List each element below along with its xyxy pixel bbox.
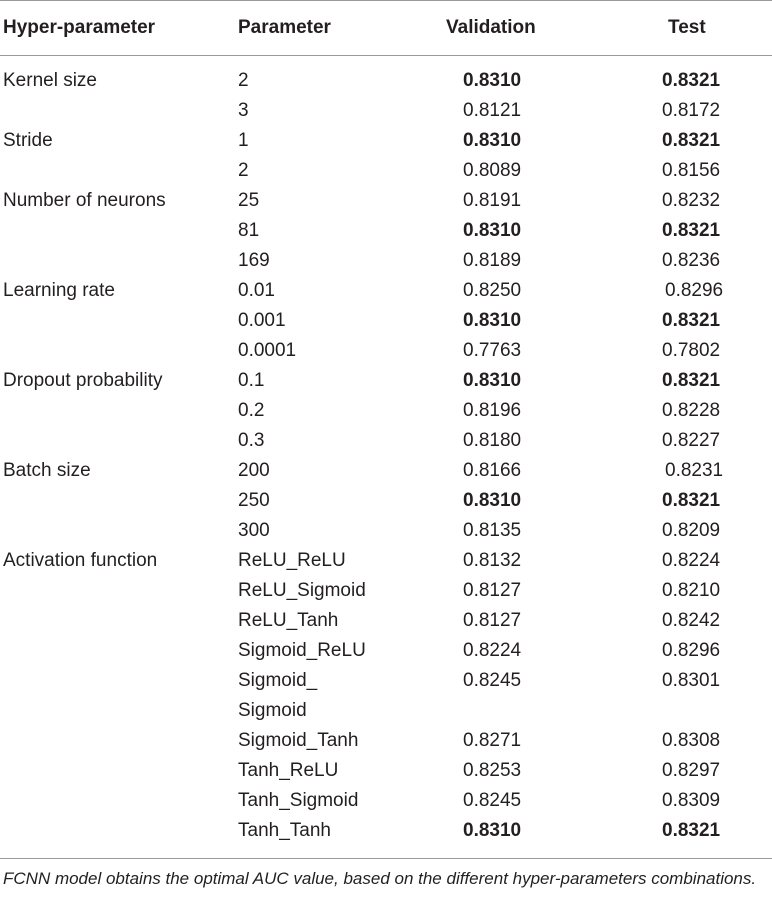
cell-validation: 0.8189 [463, 250, 522, 271]
cell-hyper-parameter [0, 726, 238, 756]
cell-test: 0.8321 [662, 130, 721, 151]
cell-hyper-parameter [0, 756, 238, 786]
cell-test: 0.8236 [662, 250, 721, 271]
cell-validation: 0.8310 [463, 220, 522, 241]
header-hyper-parameter: Hyper-parameter [3, 17, 156, 38]
cell-parameter: 3 [238, 100, 249, 121]
table-row [0, 186, 772, 216]
cell-validation: 0.8310 [463, 310, 522, 331]
cell-test: 0.8224 [662, 550, 721, 571]
table-row [0, 666, 772, 726]
table-row [0, 636, 772, 666]
cell-parameter: Sigmoid_ReLU [238, 640, 366, 661]
cell-test: 0.8321 [662, 490, 721, 511]
cell-test: 0.8156 [662, 160, 721, 181]
table-row [0, 366, 772, 396]
table-row [0, 96, 772, 126]
cell-validation: 0.8127 [463, 580, 522, 601]
table-row [0, 246, 772, 276]
cell-validation: 0.8191 [463, 190, 522, 211]
table-row [0, 606, 772, 636]
cell-test: 0.8321 [662, 70, 721, 91]
cell-test: 0.8228 [662, 400, 721, 421]
cell-hyper-parameter [0, 216, 238, 246]
cell-hyper-parameter: Number of neurons [3, 190, 166, 211]
table-row [0, 756, 772, 786]
cell-hyper-parameter [0, 156, 238, 186]
cell-hyper-parameter [0, 246, 238, 276]
cell-test: 0.8308 [662, 730, 721, 751]
table-row [0, 456, 772, 486]
cell-hyper-parameter [0, 516, 238, 546]
table-row [0, 546, 772, 576]
cell-parameter: 0.3 [238, 430, 265, 451]
cell-parameter: 0.2 [238, 400, 265, 421]
cell-parameter: Tanh_Tanh [238, 820, 331, 841]
cell-test: 0.8321 [662, 310, 721, 331]
table-row [0, 216, 772, 246]
cell-validation: 0.8310 [463, 490, 522, 511]
cell-hyper-parameter [0, 786, 238, 816]
cell-parameter [238, 666, 438, 726]
cell-validation: 0.7763 [463, 340, 522, 361]
cell-test: 0.8231 [665, 460, 724, 481]
cell-parameter: 0.1 [238, 370, 265, 391]
cell-parameter: Sigmoid_Tanh [238, 730, 359, 751]
cell-hyper-parameter: Dropout probability [3, 370, 163, 391]
cell-parameter: Tanh_ReLU [238, 760, 339, 781]
cell-validation: 0.8245 [463, 790, 522, 811]
cell-hyper-parameter [0, 666, 238, 726]
table-row [0, 726, 772, 756]
cell-test: 0.8227 [662, 430, 721, 451]
cell-parameter-line: Sigmoid [238, 700, 307, 721]
table-row [0, 516, 772, 546]
table-row [0, 336, 772, 366]
cell-validation: 0.8166 [463, 460, 522, 481]
table-row [0, 276, 772, 306]
table-row [0, 56, 772, 96]
cell-test: 0.8242 [662, 610, 721, 631]
cell-parameter: 2 [238, 70, 249, 91]
cell-parameter-line: Sigmoid_ [238, 670, 318, 691]
cell-parameter: 1 [238, 130, 249, 151]
cell-hyper-parameter [0, 576, 238, 606]
cell-hyper-parameter [0, 306, 238, 336]
cell-validation: 0.8310 [463, 130, 522, 151]
cell-test: 0.8296 [665, 280, 724, 301]
cell-validation: 0.8245 [463, 670, 522, 691]
cell-validation: 0.8224 [463, 640, 522, 661]
cell-test: 0.8309 [662, 790, 721, 811]
header-parameter: Parameter [238, 17, 331, 38]
cell-validation: 0.8310 [463, 70, 522, 91]
table-row [0, 126, 772, 156]
cell-hyper-parameter: Kernel size [3, 70, 97, 91]
cell-hyper-parameter: Batch size [3, 460, 91, 481]
cell-validation: 0.8310 [463, 370, 522, 391]
cell-parameter: ReLU_Tanh [238, 610, 339, 631]
cell-validation: 0.8196 [463, 400, 522, 421]
cell-parameter: 0.0001 [238, 340, 297, 361]
cell-parameter: 0.01 [238, 280, 275, 301]
cell-test: 0.7802 [662, 340, 721, 361]
cell-parameter: 25 [238, 190, 260, 211]
header-validation: Validation [446, 17, 536, 38]
cell-validation: 0.8253 [463, 760, 522, 781]
cell-parameter: 250 [238, 490, 270, 511]
cell-parameter: 81 [238, 220, 260, 241]
cell-hyper-parameter: Stride [3, 130, 53, 151]
cell-test: 0.8232 [662, 190, 721, 211]
cell-hyper-parameter [0, 816, 238, 846]
cell-parameter: 0.001 [238, 310, 286, 331]
cell-validation: 0.8135 [463, 520, 522, 541]
table-header-row [0, 0, 772, 56]
cell-hyper-parameter [0, 486, 238, 516]
cell-test: 0.8301 [662, 670, 721, 691]
cell-parameter: 200 [238, 460, 270, 481]
cell-test: 0.8296 [662, 640, 721, 661]
cell-test: 0.8209 [662, 520, 721, 541]
cell-test: 0.8321 [662, 370, 721, 391]
cell-parameter: 300 [238, 520, 270, 541]
cell-parameter: 169 [238, 250, 270, 271]
cell-validation: 0.8310 [463, 820, 522, 841]
cell-validation: 0.8089 [463, 160, 522, 181]
cell-parameter: ReLU_Sigmoid [238, 580, 366, 601]
table-row [0, 576, 772, 606]
cell-test: 0.8210 [662, 580, 721, 601]
cell-validation: 0.8180 [463, 430, 522, 451]
table-row [0, 426, 772, 456]
cell-hyper-parameter [0, 606, 238, 636]
table-row [0, 156, 772, 186]
table-row [0, 306, 772, 336]
cell-test: 0.8297 [662, 760, 721, 781]
cell-hyper-parameter [0, 336, 238, 366]
cell-hyper-parameter [0, 426, 238, 456]
table-bottom-rule [0, 858, 772, 859]
cell-validation: 0.8132 [463, 550, 522, 571]
table-footnote: FCNN model obtains the optimal AUC value, based on the different hyper-parameters combinations. [3, 869, 757, 888]
cell-validation: 0.8121 [463, 100, 522, 121]
cell-hyper-parameter: Activation function [3, 550, 158, 571]
cell-hyper-parameter [0, 396, 238, 426]
cell-validation: 0.8271 [463, 730, 522, 751]
table-row [0, 396, 772, 426]
cell-hyper-parameter [0, 96, 238, 126]
cell-hyper-parameter [0, 636, 238, 666]
header-test: Test [668, 17, 706, 38]
cell-test: 0.8172 [662, 100, 721, 121]
cell-test: 0.8321 [662, 820, 721, 841]
cell-validation: 0.8250 [463, 280, 522, 301]
cell-validation: 0.8127 [463, 610, 522, 631]
cell-parameter: 2 [238, 160, 249, 181]
cell-test: 0.8321 [662, 220, 721, 241]
cell-hyper-parameter: Learning rate [3, 280, 115, 301]
table-row [0, 816, 772, 846]
cell-parameter: ReLU_ReLU [238, 550, 346, 571]
table-row [0, 486, 772, 516]
cell-parameter: Tanh_Sigmoid [238, 790, 359, 811]
table-row [0, 786, 772, 816]
